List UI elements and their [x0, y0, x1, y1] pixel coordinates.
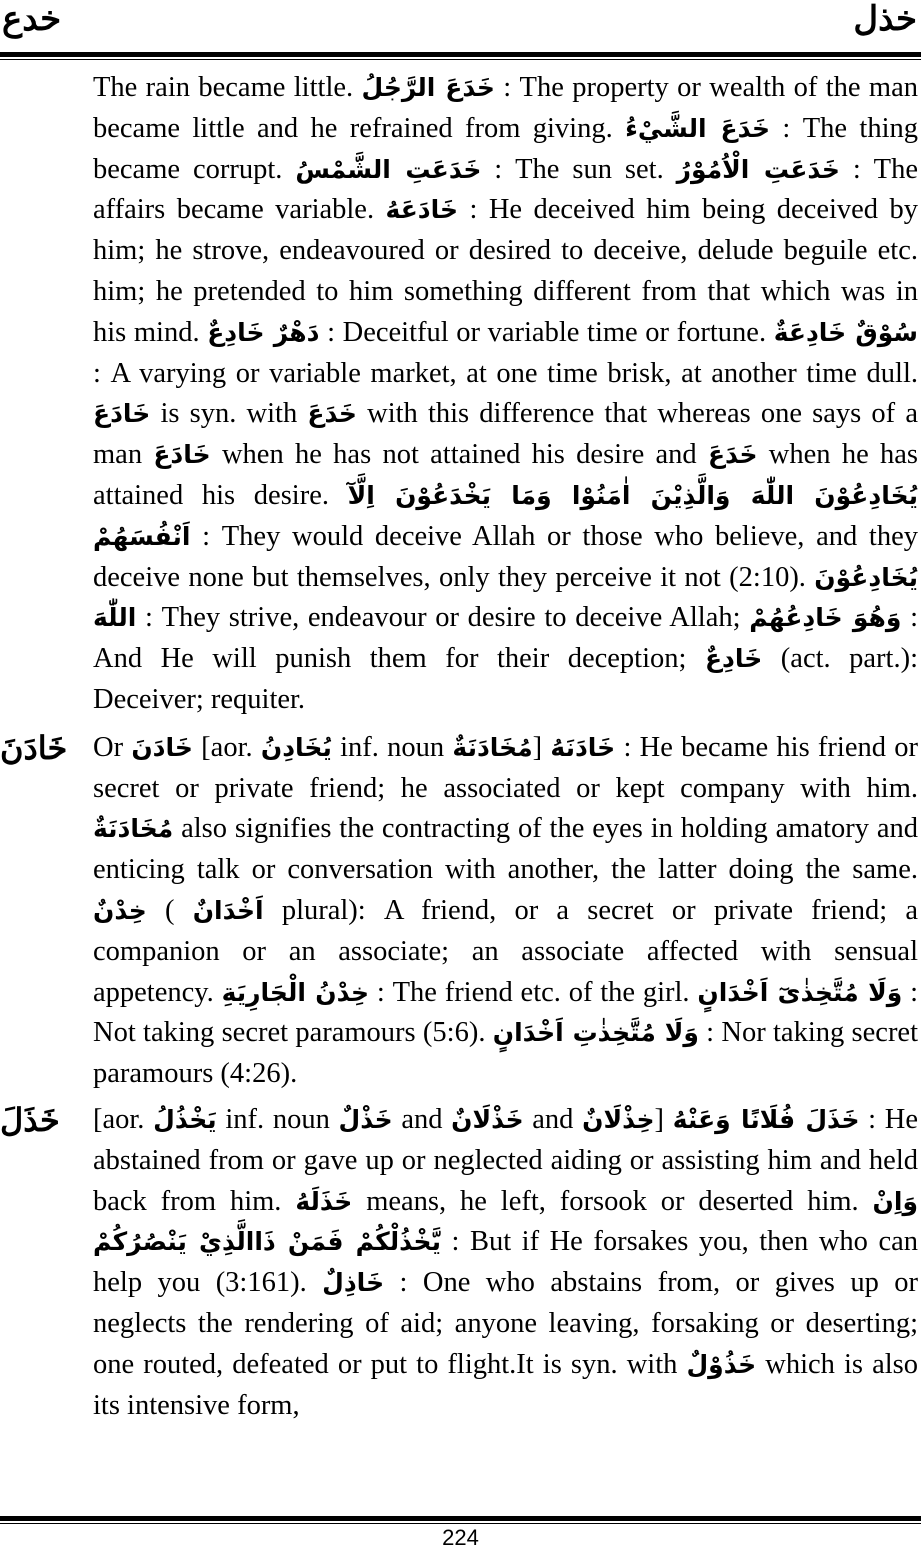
arabic-term: وَلَا مُتَّخِذٰتِ اَخْدَانٍ [492, 1018, 699, 1048]
arabic-term: خَادَعَ [153, 440, 211, 470]
entry-khadana [0, 728, 921, 1095]
definition-text: inf. noun [216, 1103, 339, 1135]
definition-text: (act. part.): Deceiver; requiter. [93, 643, 918, 715]
page-number: 224 [442, 1525, 479, 1550]
arabic-term: خَادَنَهُ [550, 732, 616, 762]
definition-text: and [523, 1103, 583, 1135]
arabic-term: خَذْلٌ [338, 1104, 393, 1134]
definition-text: : They would deceive Allah or those who believe, and they deceive none but themselves, only they perceive it not (2:10). [93, 520, 918, 593]
header-rule-thin [0, 59, 921, 60]
definition-text: inf. noun [331, 731, 453, 763]
definition-text: plural): A friend, or a secret or private friend; a companion or an associate; an associate affected with sensual appetency. [93, 894, 918, 1008]
arabic-term: وَلَا مُتَّخِذٰىٓ اَخْدَانٍ [697, 977, 903, 1007]
definition-text: when he has attained his desire. [93, 439, 918, 511]
arabic-term: وَهُوَ خَادِعُهُمْ [749, 603, 902, 633]
entry-root-word: خَذَلَ [0, 1101, 60, 1138]
definition-text: ] [532, 731, 551, 763]
arabic-term: دَهْرٌ خَادِعٌ [207, 317, 320, 347]
definition-text: : He deceived him being deceived by him; he strove, endeavoured or desired to deceive, delude beguile etc. him; he pretended to him something different from that which was in his mind. [93, 194, 918, 348]
definition-text: with this difference that whereas one says of a man [93, 398, 918, 471]
definition-text: : And He will punish them for their deception; [93, 602, 919, 675]
arabic-term: خَدَعَتِ الشَّمْسُ [295, 154, 482, 184]
arabic-term: خَادَعَهُ [385, 195, 459, 225]
arabic-term: مُخَادَنَةٌ [452, 732, 533, 762]
arabic-term: خِدْنٌ [93, 895, 147, 925]
arabic-term: خَدَعَتِ الْاُمُوْرُ [676, 154, 840, 184]
arabic-term: خَذَلَ فُلَانًا وَعَنْهُ [672, 1104, 860, 1134]
arabic-term: وَاِنْ يَّخْذُلْكُمْ فَمَنْ ذَاالَّذِيْ يَنْصُرُكُمْ [93, 1186, 918, 1257]
entry-khadhala [0, 1100, 921, 1426]
arabic-term: يَخْذُلُ [153, 1104, 217, 1134]
header-left-word: خدع [2, 1, 62, 38]
definition-text: : A varying or variable market, at one time brisk, at another time dull. [93, 357, 918, 389]
definition-text: : The friend etc. of the girl. [369, 976, 698, 1008]
definition-text: means, he left, forsook or deserted him. [352, 1185, 873, 1217]
arabic-term: يُخَادِعُوْنَ اللّٰهَ [93, 562, 918, 633]
definition-text: The rain became little. [93, 72, 362, 103]
arabic-term: خَادَنَ [131, 732, 193, 762]
definition-text: is syn. with [150, 398, 308, 430]
arabic-term: خَادِعٌ [704, 644, 763, 674]
arabic-term: خَدَعَ [307, 399, 357, 429]
arabic-term: خَاذِلٌ [322, 1268, 385, 1298]
header-right-word: خذل [853, 1, 917, 38]
definition-text: : Deceitful or variable time or fortune. [319, 316, 774, 348]
definition-text: : The sun set. [481, 153, 677, 185]
running-header [0, 0, 921, 60]
arabic-term: خَذُوْلٌ [686, 1349, 757, 1379]
definition-text: and [392, 1103, 452, 1135]
arabic-term: سُوْقٌ خَادِعَةٌ [773, 317, 918, 347]
definition-text: when he has not attained his desire and [210, 439, 708, 471]
definition-text: : But if He forsakes you, then who can help you (3:161). [93, 1226, 918, 1299]
arabic-term: مُخَادَنَةٌ [93, 814, 174, 844]
definition-text: which is also its intensive form, [93, 1348, 918, 1421]
entry-body [93, 68, 918, 721]
definition-text: : The property or wealth of the man became little and he refrained from giving. [93, 72, 918, 144]
entry-root-word: خَادَنَ [0, 729, 68, 766]
arabic-term: خَدَعَ الرَّجُلُ [361, 73, 495, 102]
arabic-term: خَدَعَ الشَّيْءُ [625, 113, 771, 143]
definition-text: : Not taking secret paramours (5:6). [93, 976, 918, 1049]
definition-text: : One who abstains from, or gives up or neglects the rendering of aid; anyone leaving, forsaking or deserting; one routed, defeated or put to flight.It is syn. with [93, 1267, 918, 1380]
entry-khadaa-continued [0, 68, 921, 721]
definition-text: [aor. [93, 1103, 154, 1135]
definition-text: : Nor taking secret paramours (4:26). [93, 1017, 918, 1090]
header-rule-thick [0, 52, 921, 57]
definition-text: : They strive, endeavour or desire to deceive Allah; [136, 602, 750, 634]
definition-text: ( [146, 894, 193, 926]
arabic-term: خِدْنُ الْجَارِيَةِ [221, 977, 370, 1007]
definition-text: : The affairs became variable. [93, 153, 918, 226]
arabic-term: خِذْلَانٌ [582, 1104, 655, 1134]
definition-text: ] [654, 1103, 673, 1135]
arabic-term: يُخَادِنُ [260, 732, 332, 762]
definition-text: Or [93, 731, 132, 763]
definition-text: : He abstained from or gave up or neglected aiding or assisting him and held back from him. [93, 1103, 918, 1217]
entry-body [93, 728, 918, 1095]
arabic-term: خَدَعَ [707, 440, 758, 470]
definition-text: [aor. [192, 731, 261, 763]
arabic-term: خَذَلَهُ [295, 1186, 353, 1216]
definition-text: : He became his friend or secret or private friend; he associated or kept company with him. [93, 731, 918, 804]
footer-rule-thick [0, 1516, 921, 1521]
arabic-term: اَخْدَانٌ [192, 895, 264, 925]
arabic-term: خَذْلَانٌ [451, 1104, 524, 1134]
definition-text: : The thing became corrupt. [93, 112, 918, 185]
entry-body [93, 1100, 918, 1426]
dictionary-content [0, 66, 921, 1426]
arabic-term: خَادَعَ [93, 399, 151, 429]
arabic-term: يُخَادِعُوْنَ اللّٰهَ وَالَّذِيْنَ اٰمَنُوْا وَمَا يَخْدَعُوْنَ اِلَّآ اَنْفُسَهُمْ [93, 480, 918, 551]
definition-text: also signifies the contracting of the eyes in holding amatory and enticing talk or conversation with another, the latter doing the same. [93, 813, 918, 886]
